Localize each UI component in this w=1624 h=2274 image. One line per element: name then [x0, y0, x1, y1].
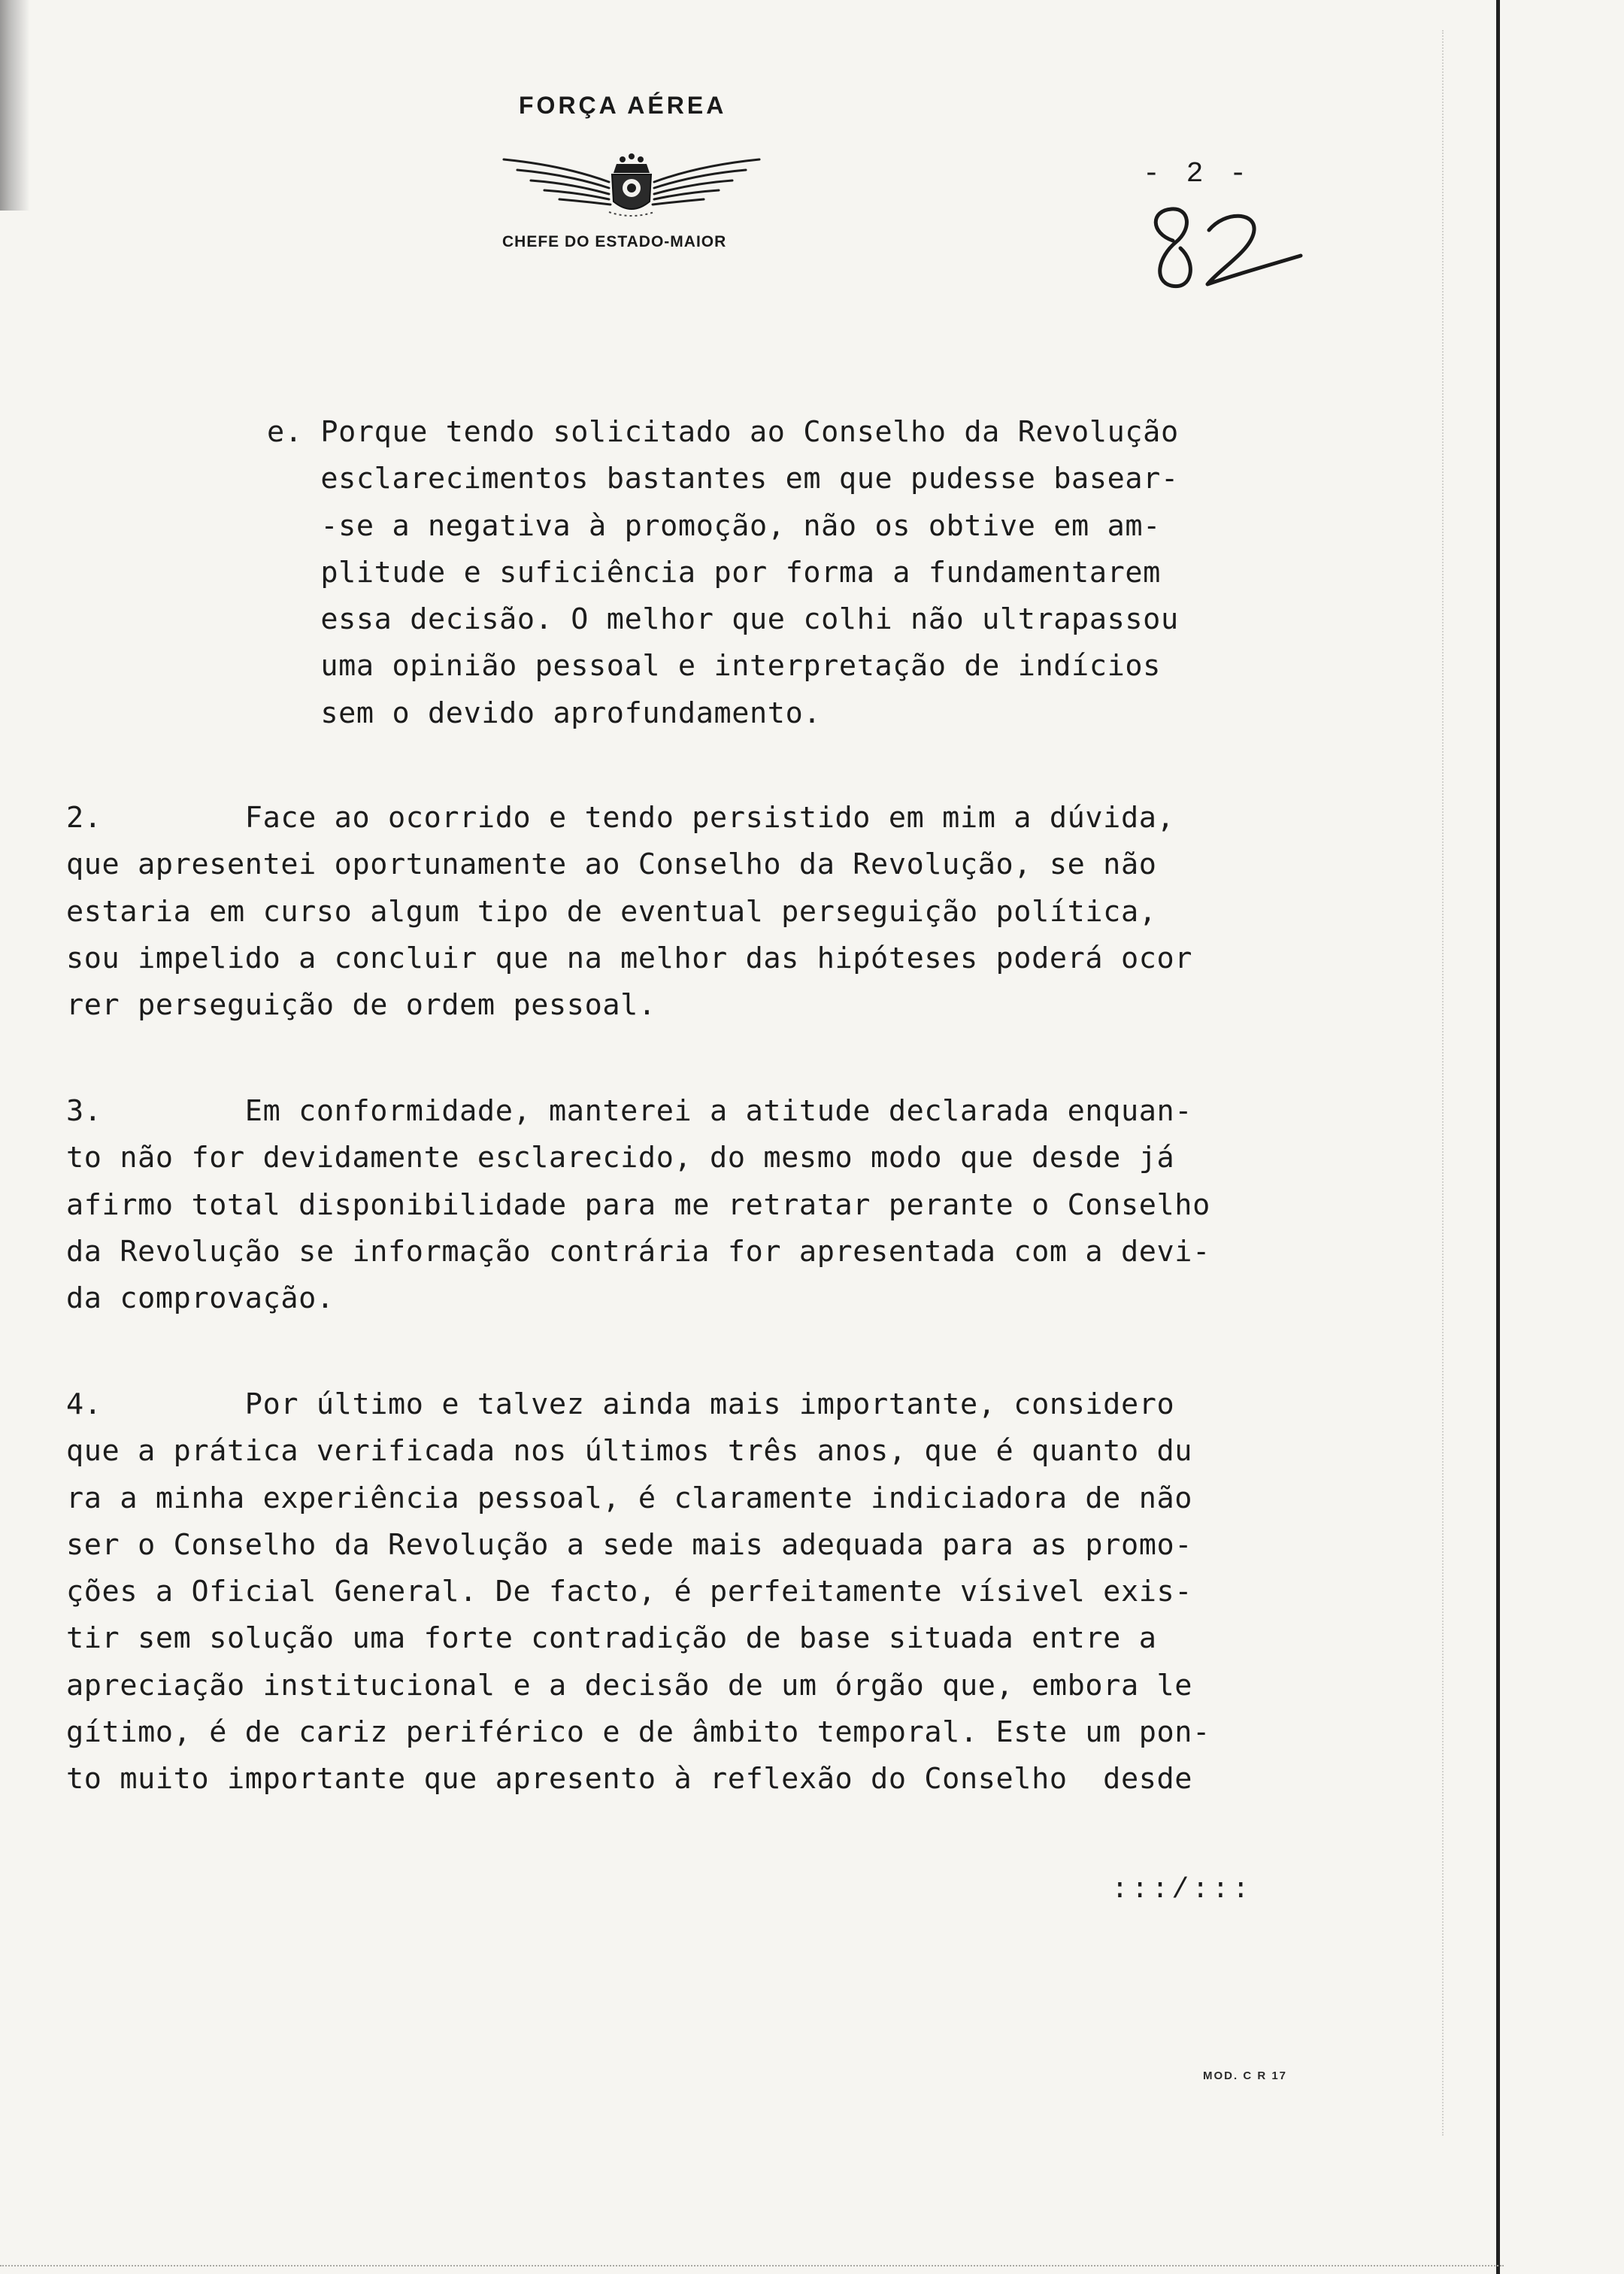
form-code: MOD. C R 17	[1203, 2069, 1288, 2082]
scan-edge-shadow	[0, 0, 30, 211]
bottom-edge-line	[0, 2265, 1504, 2268]
continuation-mark: :::/:::	[1111, 1874, 1253, 1906]
paragraph-2: 2. Face ao ocorrido e tendo persistido em mim a dúvida, que apresentei oportunamente ao Conselho da Revolução, se não estaria em curso algum tipo de eventual perseguição política, sou impelido a concluir que na melhor das hipóteses poderá ocor rer perseguição de ordem pessoal.	[66, 801, 1193, 1023]
paragraph-e: e. Porque tendo solicitado ao Conselho da Revolução esclarecimentos bastantes em que pudesse basear- -se a negativa à promoção, não os obtive em am- plitude e suficiência por forma a fundamentarem essa decisão. O melhor que colhi não ultrapassou uma opinião pessoal e interpretação de indícios sem o devido aprofundamento.	[267, 415, 1179, 730]
scan-dotted-line	[1442, 30, 1445, 2136]
handwritten-folio-icon	[1143, 203, 1308, 316]
page-edge-line	[1496, 0, 1500, 2274]
paragraph-4: 4. Por último e talvez ainda mais importante, considero que a prática verificada nos últimos três anos, que é quanto du ra a minha experiência pessoal, é claramente indiciadora de não ser o Conselho da Revolução a sede mais adequada para as promo- ções a Oficial General. De facto, é perfeitamente vísivel exis- tir sem solução uma forte contradição de base situada entre a apreciação institucional e a decisão de um órgão que, embora le gítimo, é de cariz periférico e de âmbito temporal. Este um pon- to muito importante que apresento à reflexão do Conselho desde	[66, 1387, 1210, 1796]
page-number: - 2 -	[1143, 158, 1252, 190]
letterhead-title: FORÇA AÉREA	[519, 92, 727, 119]
letterhead-subtitle: CHEFE DO ESTADO-MAIOR	[502, 233, 727, 250]
paragraph-3: 3. Em conformidade, manterei a atitude declarada enquan- to não for devidamente esclarecido, do mesmo modo que desde já afirmo total disponibilidade para me retratar perante o Conselho da Revolução se informação contrária for apresentada com a devi- da comprovação.	[66, 1094, 1210, 1316]
winged-emblem-icon	[496, 143, 767, 226]
